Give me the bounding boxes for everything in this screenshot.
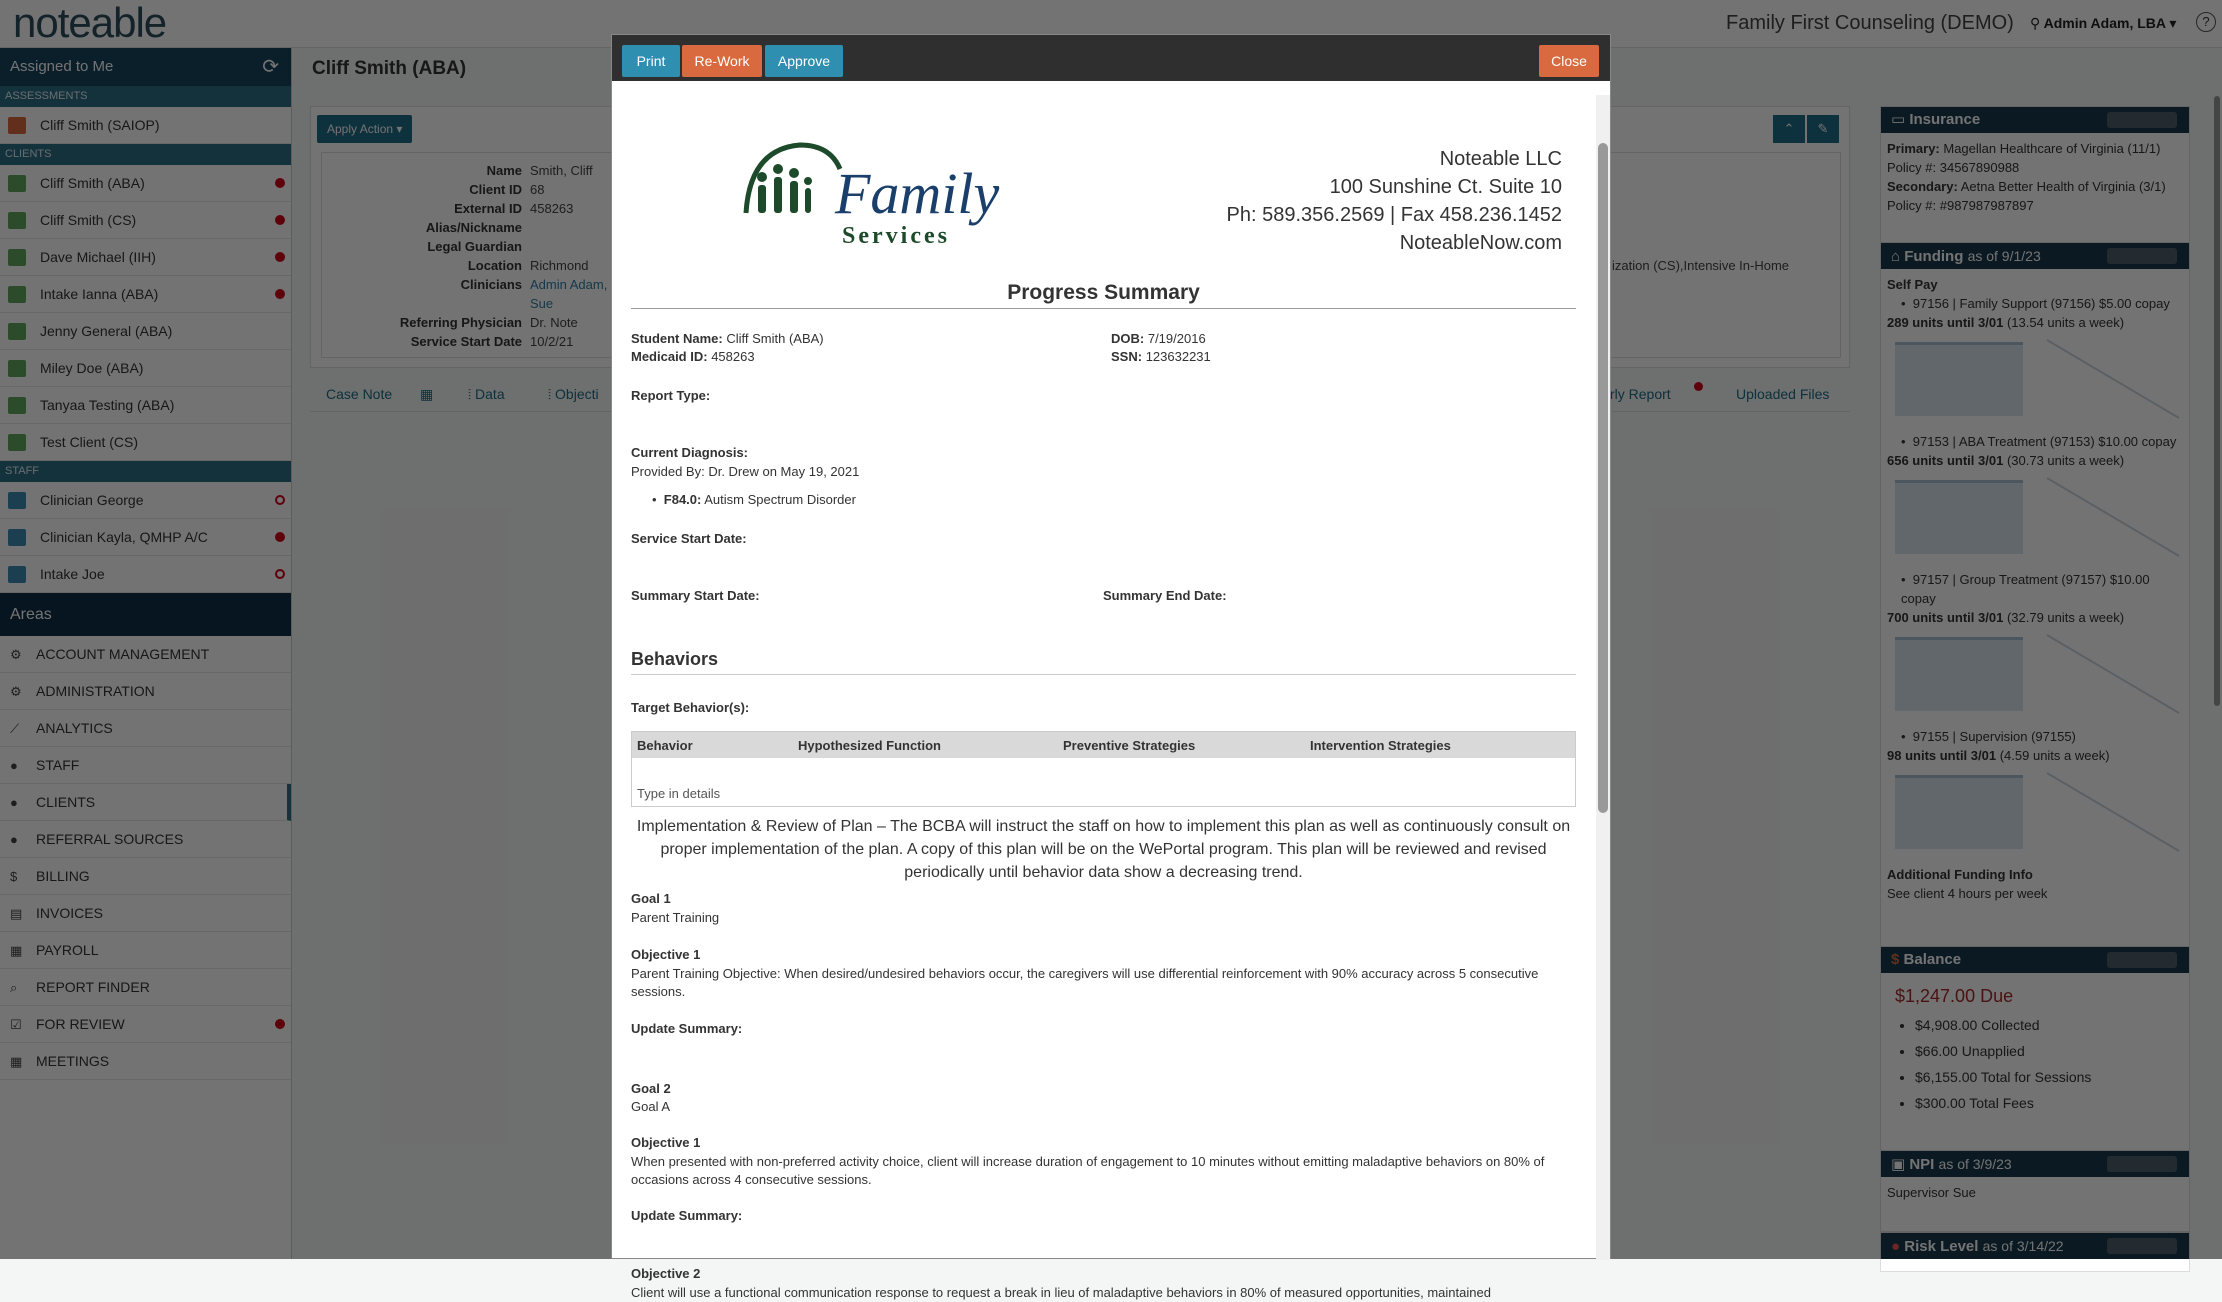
ssn-label: SSN: [1111,349,1143,364]
service-start-date-label: Service Start Date: [631,531,747,546]
close-button[interactable]: Close [1539,45,1599,77]
behaviors-heading: Behaviors [631,649,1576,675]
goal-1-label: Goal 1 [631,891,671,906]
implementation-text: Implementation & Review of Plan – The BCBA will instruct the staff on how to implement this plan as well as continuously consult on proper implementation of the plan. A copy of this plan will be on the WePortal program. This plan will be reviewed and revised periodically until behavior data show a decreasing trend. [636,818,1571,881]
modal-document [612,81,1596,1300]
diagnosis-name: Autism Spectrum Disorder [704,492,856,507]
medicaid-value: 458263 [711,349,755,364]
goal-2-objective-1-text: When presented with non-preferred activity choice, client will increase duration of engagement to 10 minutes without emitting maladaptive behaviors on 80% of occasions across 4 consecutive sessions. [631,1154,1545,1187]
column-preventive: Preventive Strategies [1063,738,1196,753]
goal-2-label: Goal 2 [631,1081,671,1096]
column-behavior: Behavior [637,738,693,753]
print-button[interactable]: Print [622,45,680,77]
student-label: Student Name: [631,331,723,346]
goal-2-objective-2-label: Objective 2 [631,1266,701,1281]
goal-2-objective-1-label: Objective 1 [631,1135,701,1150]
summary-start-label: Summary Start Date: [631,588,760,603]
table-placeholder[interactable]: Type in details [637,786,721,801]
dob-label: DOB: [1111,331,1145,346]
diagnosis-item: • F84.0: Autism Spectrum Disorder [652,492,856,507]
modal-toolbar [612,35,1610,81]
company-info [1227,145,1562,257]
diagnosis-label: Current Diagnosis: [631,445,749,460]
company-phone: Ph: 589.356.2569 | Fax 458.236.1452 [1226,204,1562,226]
column-function: Hypothesized Function [798,738,941,753]
rework-button[interactable]: Re-Work [682,45,762,77]
target-behaviors-label: Target Behavior(s): [631,700,750,715]
behaviors-table-header [632,732,1575,758]
family-services-logo [740,139,1000,249]
modal-scroll-thumb[interactable] [1598,143,1608,813]
report-type-label: Report Type: [631,388,711,403]
modal-scrollbar[interactable] [1596,95,1610,1260]
summary-end-label: Summary End Date: [1103,588,1227,603]
ssn-value: 123632231 [1145,349,1211,364]
diagnosis-code: F84.0: [663,492,702,507]
logo-word: Family [835,161,1000,226]
medicaid-label: Medicaid ID: [631,349,708,364]
approve-button[interactable]: Approve [765,45,843,77]
dob-value: 7/19/2016 [1147,331,1206,346]
column-intervention: Intervention Strategies [1310,738,1451,753]
provided-by: Provided By: Dr. Drew on May 19, 2021 [631,464,860,479]
update-summary-1-label: Update Summary: [631,1021,743,1036]
goal-2-objective-2-text: Client will use a functional communication response to request a break in lieu of maladaptive behaviors in 80% of measured opportunities, maintained [631,1285,1491,1300]
goal-1-text: Parent Training [631,910,720,925]
logo-subword: Services [842,223,950,249]
goal-1-objective-1-text: Parent Training Objective: When desired/undesired behaviors occur, the caregivers will use differential reinforcement with 90% accuracy across 5 consecutive sessions. [631,966,1539,999]
update-summary-2-label: Update Summary: [631,1208,743,1223]
company-name: Noteable LLC [1439,148,1562,170]
goal-1-objective-1-label: Objective 1 [631,947,701,962]
behaviors-table [631,731,1576,807]
progress-summary-modal [611,34,1611,1300]
company-website: NoteableNow.com [1399,232,1562,254]
document-title: Progress Summary [631,281,1576,309]
student-value: Cliff Smith (ABA) [726,331,824,346]
company-address: 100 Sunshine Ct. Suite 10 [1329,176,1562,198]
goal-2-text: Goal A [631,1099,671,1114]
